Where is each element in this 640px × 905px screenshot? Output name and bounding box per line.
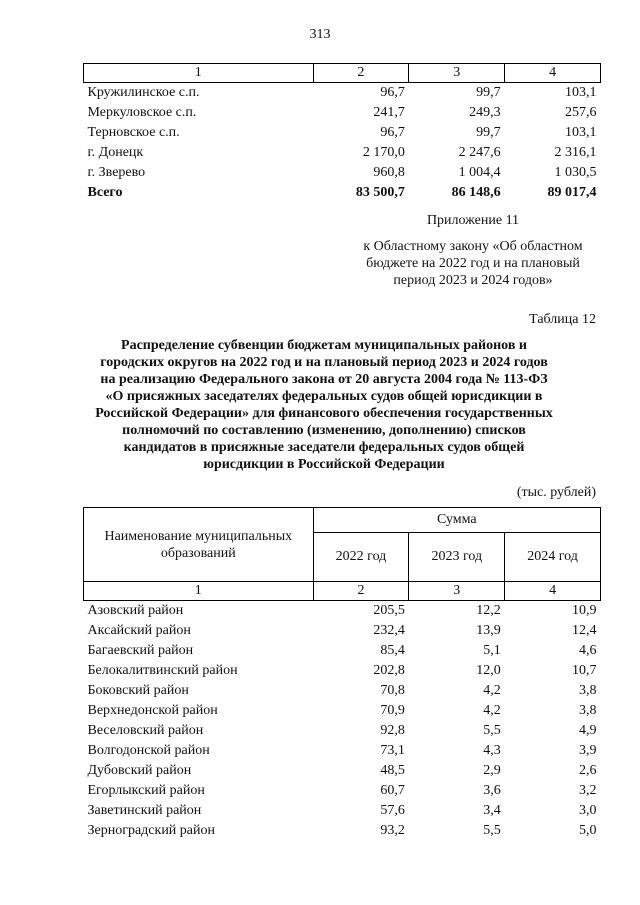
value-2024: 3,9 xyxy=(579,743,597,758)
row-name: Азовский район xyxy=(87,603,184,618)
row-name: Терновское с.п. xyxy=(87,125,180,140)
table-row xyxy=(84,123,601,143)
table-row xyxy=(84,641,601,661)
total-2023: 86 148,6 xyxy=(451,185,501,200)
value-2023: 2,9 xyxy=(483,763,501,778)
value-2024: 1 030,5 xyxy=(554,165,597,180)
row-name: Белокалитвинский район xyxy=(87,663,238,678)
value-2024: 3,2 xyxy=(579,783,597,798)
value-2024: 103,1 xyxy=(565,85,597,100)
table-row xyxy=(84,761,601,781)
title-line: кандидатов в присяжные заседатели федеральных судов общей xyxy=(123,440,525,455)
value-2022: 70,8 xyxy=(380,683,405,698)
value-2023: 5,1 xyxy=(483,643,501,658)
appendix-line-2: бюджете на 2022 год и на плановый xyxy=(366,256,580,271)
value-2024: 4,6 xyxy=(579,643,597,658)
year-2023-header: 2023 год xyxy=(409,533,505,582)
appendix-line-1: к Областному закону «Об областном xyxy=(363,239,583,254)
value-2022: 93,2 xyxy=(380,823,405,838)
table-header-numbering xyxy=(84,64,601,83)
table-label: Таблица 12 xyxy=(529,312,596,327)
table-row xyxy=(84,781,601,801)
value-2022: 205,5 xyxy=(373,603,405,618)
title-line: городских округов на 2022 год и на плановый период 2023 и 2024 годов xyxy=(100,355,548,370)
value-2023: 2 247,6 xyxy=(458,145,501,160)
year-2024-header: 2024 год xyxy=(505,533,601,582)
total-label: Всего xyxy=(87,185,123,200)
value-2022: 960,8 xyxy=(373,165,405,180)
row-name: Зерноградский район xyxy=(87,823,215,838)
title-line: полномочий по составлению (изменению, дополнению) списков xyxy=(122,423,526,438)
value-2024: 257,6 xyxy=(565,105,597,120)
title-line: Российской Федерации» для финансового обеспечения государственных xyxy=(95,406,553,421)
row-name: г. Зверево xyxy=(87,165,146,180)
value-2023: 99,7 xyxy=(476,125,501,140)
table-row xyxy=(84,801,601,821)
value-2022: 96,7 xyxy=(380,125,405,140)
appendix-title: Приложение 11 xyxy=(426,213,520,228)
table-row xyxy=(84,143,601,163)
value-2023: 99,7 xyxy=(476,85,501,100)
value-2022: 73,1 xyxy=(380,743,405,758)
value-2022: 48,5 xyxy=(380,763,405,778)
value-2024: 3,8 xyxy=(579,703,597,718)
row-name: Аксайский район xyxy=(87,623,191,638)
col-1-number: 1 xyxy=(84,64,314,83)
row-name: Кружилинское с.п. xyxy=(87,85,200,100)
table-row xyxy=(84,621,601,641)
value-2023: 12,2 xyxy=(476,603,501,618)
table-row xyxy=(84,661,601,681)
page-number: 313 xyxy=(309,27,331,42)
value-2023: 13,9 xyxy=(476,623,501,638)
value-2022: 70,9 xyxy=(380,703,405,718)
title-line: на реализацию Федерального закона от 20 августа 2004 года № 113-ФЗ xyxy=(100,372,548,387)
row-name: г. Донецк xyxy=(87,145,144,160)
table-total-row xyxy=(84,183,601,203)
table-header-row xyxy=(84,508,601,533)
row-name: Боковский район xyxy=(87,683,189,698)
value-2023: 249,3 xyxy=(469,105,501,120)
row-name: Егорлыкский район xyxy=(87,783,205,798)
total-2022: 83 500,7 xyxy=(355,185,405,200)
value-2024: 10,7 xyxy=(572,663,597,678)
value-2024: 10,9 xyxy=(572,603,597,618)
col-2-number: 2 xyxy=(313,64,409,83)
title-line: юрисдикции в Российской Федерации xyxy=(203,457,445,472)
col-1-number: 1 xyxy=(84,582,314,601)
value-2022: 96,7 xyxy=(380,85,405,100)
table-row xyxy=(84,681,601,701)
value-2024: 4,9 xyxy=(579,723,597,738)
table-row xyxy=(84,821,601,841)
value-2024: 3,0 xyxy=(579,803,597,818)
table-row xyxy=(84,601,601,622)
col-name-header: Наименование муниципальных образований xyxy=(84,508,314,582)
table-continuation xyxy=(83,63,601,203)
row-name: Заветинский район xyxy=(87,803,202,818)
value-2022: 92,8 xyxy=(380,723,405,738)
table-row xyxy=(84,163,601,183)
col-2-number: 2 xyxy=(313,582,409,601)
row-name: Верхнедонской район xyxy=(87,703,218,718)
total-2024: 89 017,4 xyxy=(547,185,597,200)
table-row xyxy=(84,741,601,761)
sum-header: Сумма xyxy=(313,508,600,533)
table-row xyxy=(84,721,601,741)
value-2022: 202,8 xyxy=(373,663,405,678)
table-row xyxy=(84,83,601,104)
value-2022: 232,4 xyxy=(373,623,405,638)
row-name: Меркуловское с.п. xyxy=(87,105,197,120)
units-label: (тыс. рублей) xyxy=(516,485,596,500)
value-2023: 4,2 xyxy=(483,703,501,718)
value-2024: 12,4 xyxy=(572,623,597,638)
value-2023: 3,4 xyxy=(483,803,501,818)
appendix-line-3: период 2023 и 2024 годов» xyxy=(393,273,553,288)
table-row xyxy=(84,103,601,123)
value-2022: 57,6 xyxy=(380,803,405,818)
year-2022-header: 2022 год xyxy=(313,533,409,582)
table-row xyxy=(84,701,601,721)
col-3-number: 3 xyxy=(409,582,505,601)
value-2024: 3,8 xyxy=(579,683,597,698)
value-2022: 2 170,0 xyxy=(362,145,405,160)
document-title xyxy=(88,337,560,473)
value-2024: 2,6 xyxy=(579,763,597,778)
value-2023: 4,2 xyxy=(483,683,501,698)
col-4-number: 4 xyxy=(505,582,601,601)
value-2022: 60,7 xyxy=(380,783,405,798)
value-2022: 241,7 xyxy=(373,105,405,120)
row-name: Дубовский район xyxy=(87,763,192,778)
value-2023: 5,5 xyxy=(483,723,501,738)
table-header-numbering xyxy=(84,582,601,601)
value-2023: 4,3 xyxy=(483,743,501,758)
value-2023: 3,6 xyxy=(483,783,501,798)
col-4-number: 4 xyxy=(505,64,601,83)
subvention-table xyxy=(83,507,601,841)
value-2024: 103,1 xyxy=(565,125,597,140)
col-3-number: 3 xyxy=(409,64,505,83)
row-name: Багаевский район xyxy=(87,643,194,658)
title-line: «О присяжных заседателях федеральных судов общей юрисдикции в xyxy=(105,389,543,404)
value-2023: 12,0 xyxy=(476,663,501,678)
row-name: Веселовский район xyxy=(87,723,204,738)
value-2022: 85,4 xyxy=(380,643,405,658)
value-2024: 5,0 xyxy=(579,823,597,838)
value-2024: 2 316,1 xyxy=(554,145,597,160)
row-name: Волгодонской район xyxy=(87,743,210,758)
title-line: Распределение субвенции бюджетам муниципальных районов и xyxy=(121,338,527,353)
value-2023: 5,5 xyxy=(483,823,501,838)
value-2023: 1 004,4 xyxy=(458,165,501,180)
